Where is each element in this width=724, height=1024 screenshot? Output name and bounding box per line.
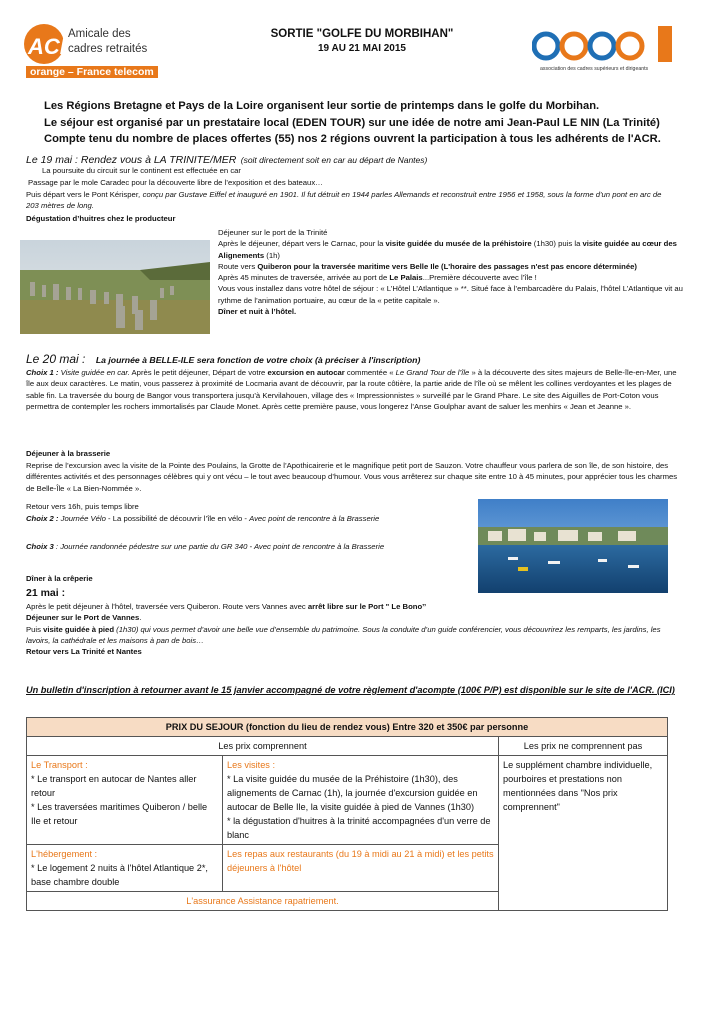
day19-block [218, 227, 688, 317]
menhirs-photo [20, 240, 210, 334]
acr-logo-line3: orange – France telecom [26, 66, 158, 78]
cell-assurance: L'assurance Assistance rapatriement. [27, 892, 499, 911]
day19-huitres: Dégustation d’huitres chez le producteur [26, 214, 176, 223]
day20-heading [26, 350, 706, 368]
prix-table [26, 717, 668, 911]
page-dates: 19 AU 21 MAI 2015 [317, 43, 406, 54]
day19-carnac: Après le déjeuner, départ vers le Carnac, pour la visite guidée du musée de la préhistoire (1h30) puis la visite guidée au cœur des Alignements (1h) [218, 239, 677, 260]
cell-exclus: Le supplément chambre individuelle, pourboires et prestations non mentionnées dans "Nos prix comprennent" [499, 756, 668, 911]
ased-subtitle: association des cadres supérieurs et dirigeants [540, 66, 649, 72]
day21-block: Après le petit déjeuner à l’hôtel, traversée vers Quiberon. Route vers Vannes avec arrêt libre sur le Port " Le Bono’’ Déjeuner sur le Port de Vannes. Puis visite guidée à pied (1h30) qui vous permet d’avoir une belle vue d’ensemble du patrimoine. Sous la conduite d’un guide conférencier, vous découvrirez les remparts, les jardins, les lavoirs, la cathédrale et les maisons à pan de bois… Retour vers La Trinité et Nantes [26, 602, 661, 657]
day19-palais: Après 45 minutes de traversée, arrivée au port de Le Palais...Première découverte avec l’île ! [218, 273, 537, 283]
day19-dejeuner: Déjeuner sur le port de la Trinité [218, 228, 328, 237]
day20-subtitle: La journée à BELLE-ILE sera fonction de votre choix (à préciser à l'inscription) [95, 355, 421, 365]
day19-pont-b: , conçu par Gustave Eiffel et inauguré en 1901. Il fut détruit en 1944 parles Allemands et reconstruit entre 1956 et 1958, sous la forme d'un pont en arc de 203 mètres de long. [26, 190, 662, 211]
port-photo [478, 499, 668, 593]
svg-text:ACR: ACR [28, 34, 76, 59]
col-exclus: Les prix ne comprennent pas [499, 737, 668, 756]
col-inclus: Les prix comprennent [27, 737, 499, 756]
prix-title: PRIX DU SEJOUR (fonction du lieu de rendez vous) Entre 320 et 350€ par personne [27, 718, 668, 737]
day20-afternoon: Reprise de l’excursion avec la visite de la Pointe des Poulains, la Grotte de l’Apothicairerie et le magnifique petit port de Sauzon. Votre chauffeur vous parlera de son île, de son histoire, des différentes activités et des personnages célèbres qui y ont vécu – le tout avec beaucoup d’humour. Vous vous arrêterez sur chaque site entre 10 à 45 minutes, pour apprécier tous les charmes de Belle-Île « La Bien-Nommée ». [26, 461, 678, 493]
day19-title: Le 19 mai : Rendez vous à LA TRINITE/MER [26, 154, 237, 166]
day19-note: (soit directement soit en car au départ de Nantes) [240, 155, 428, 165]
intro-line-1: Les Régions Bretagne et Pays de la Loire organisent leur sortie de printemps dans le golfe du Morbihan. [44, 100, 600, 112]
acr-logo-line1: Amicale des [68, 28, 131, 40]
day19-hotel: Vous vous installez dans votre hôtel de séjour : « L’Hôtel L’Atlantique » **. Situé face à l’embarcadère du Palais, l’hôtel L’Atlantique vit au rythme de l’animation portuaire, au cœur de la « petite capitale ». [218, 284, 683, 305]
day20-dejeuner: Déjeuner à la brasserie [26, 449, 111, 458]
day19-quiberon: Route vers Quiberon pour la traversée maritime vers Belle Ile (L'horaire des passages n'est pas encore déterminée) [218, 261, 637, 271]
bulletin-link[interactable]: Un bulletin d'inscription à retourner avant le 15 janvier accompagné de votre règlement d'acompte (100€ P/P) est disponible sur le site de l'ACR. (ICI) [26, 685, 675, 695]
intro-line-2: Le séjour est organisé par un prestataire local (EDEN TOUR) sur une idée de notre ami Jean-Paul LE NIN (La Trinité) [44, 116, 660, 129]
day20-choix2: Choix 2 : Journée Vélo - La possibilité de découvrir l’île en vélo - Avec point de rencontre à la Brasserie [26, 514, 380, 523]
day20-title: Le 20 mai : [26, 352, 86, 366]
cell-transport: Le Transport : * Le transport en autocar de Nantes aller retour * Les traversées maritimes Quiberon / belle Ile et retour [27, 756, 223, 845]
cell-visites: Les visites : * La visite guidée du musée de la Préhistoire (1h30), des alignements de Carnac (1h), la journée d'excursion guidée en autocar de Belle Ile, la visite guidée à pied de Vannes (1h30) * la dégustation d'huitres à la trinité accompagnées d'un verre de blanc [223, 756, 499, 845]
day20-choix3: Choix 3 : Journée randonnée pédestre sur une partie du GR 340 - Avec point de rencontre à la Brasserie [26, 542, 385, 551]
day20-return: Retour vers 16h, puis temps libre [26, 502, 139, 511]
day19-line-2: Passage par le mole Caradec pour la découverte libre de l’exposition et des bateaux… [28, 178, 323, 187]
day21-title: 21 mai : [26, 587, 66, 599]
page-title: SORTIE "GOLFE DU MORBIHAN" [270, 28, 454, 40]
intro-line-3: Compte tenu du nombre de places offertes (55) nos 2 régions ouvrent la participation à tous les adhérents de l'ACR. [44, 133, 661, 145]
day19-pont-a: Puis départ vers le Pont Kérisper [26, 190, 139, 199]
day20-choix1: Choix 1 : Visite guidée en car. Après le petit déjeuner, Départ de votre excursion en autocar commentée « Le Grand Tour de l’île » à la découverte des sites majeurs de Belle-île-en-Mer, une île aux deux caractères. Le matin, vous passerez à proximité de Locmaria avant de découvrir, par la route côtière, la partie aride de l’île où se mêlent les collines verdoyantes et les plages de sable fin. La traversée du bourg de Bangor vous transportera jusqu’à Kervilahouen, village des « Impressionnistes » surveillé par le Grand Phare. Le site des Aiguilles de Port-Coton vous permettra de contempler les rochers immortalisés par Claude Monet. Après cette première pause, vous longerez l’Anse Goulphar avant de saluer les menhirs « Jean et Jeanne ». [26, 368, 677, 411]
day19-pont [26, 189, 676, 212]
cell-repas: Les repas aux restaurants (du 19 à midi au 21 à midi) et les petits déjeuners à l'hôtel [223, 845, 499, 892]
day19-line-1: La poursuite du circuit sur le continent est effectuée en car [42, 166, 241, 175]
cell-hebergement: L'hébergement : * Le logement 2 nuits à l'hôtel Atlantique 2*, base chambre double [27, 845, 223, 892]
acr-logo-line2: cadres retraités [68, 43, 148, 55]
day19-diner: Dîner et nuit à l’hôtel. [218, 307, 297, 317]
intro [44, 98, 704, 148]
day20-diner: Dîner à la crêperie [26, 574, 93, 583]
